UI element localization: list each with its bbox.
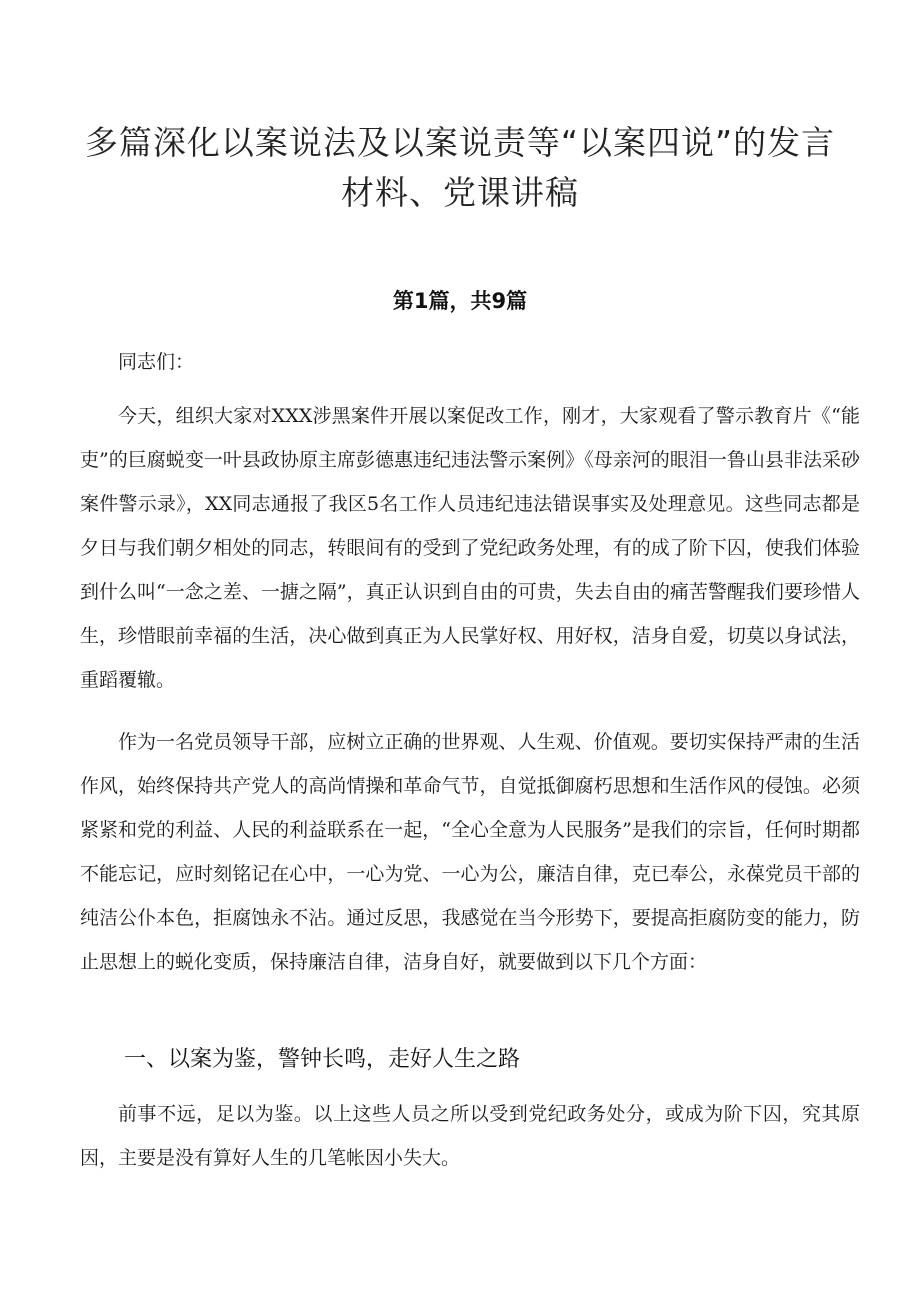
paragraph-1: 今天，组织大家对XXX涉黑案件开展以案促改工作，刚才，大家观看了警示教育片《“能吏”的巨腐蜕变一叶县政协原主席彭德惠违纪违法警示案例》《母亲河的眼泪一鲁山县非法采砂案件警示录》，XX同志通报了我区5名工作人员违纪违法错误事实及处理意见。这些同志都是夕日与我们朝夕相处的同志，转眼间有的受到了党纪政务处理，有的成了阶下囚，使我们体验到什么叫“一念之差、一搪之隔”，真正认识到自由的可贵，失去自由的痛苦警醒我们要珍惜人生，珍惜眼前幸福的生活，决心做到真正为人民掌好权、用好权，洁身自爱，切莫以身试法，重蹈覆辙。 xyxy=(80,405,860,691)
document-title: 多篇深化以案说法及以案说责等“以案四说”的发言材料、党课讲稿 xyxy=(84,123,836,212)
salutation: 同志们： xyxy=(118,351,195,373)
section-label: 第1篇，共9篇 xyxy=(392,289,528,313)
section-heading-1: 一、以案为鉴，警钟长鸣，走好人生之路 xyxy=(124,1047,521,1072)
paragraph-3: 前事不远，足以为鉴。以上这些人员之所以受到党纪政务处分，或成为阶下囚，究其原因，主要是没有算好人生的几笔帐因小失大。 xyxy=(80,1103,860,1169)
paragraph-2: 作为一名党员领导干部，应树立正确的世界观、人生观、价值观。要切实保持严肃的生活作风，始终保持共产党人的高尚情操和革命气节，自觉抵御腐朽思想和生活作风的侵蚀。必须紧紧和党的利益、人民的利益联系在一起，“全心全意为人民服务”是我们的宗旨，任何时期都不能忘记，应时刻铭记在心中，一心为党、一心为公，廉洁自律，克已奉公，永葆党员干部的纯洁公仆本色，拒腐蚀永不沾。通过反思，我感觉在当今形势下，要提高拒腐防变的能力，防止思想上的蜕化变质，保持廉洁自律，洁身自好，就要做到以下几个方面： xyxy=(80,731,860,973)
